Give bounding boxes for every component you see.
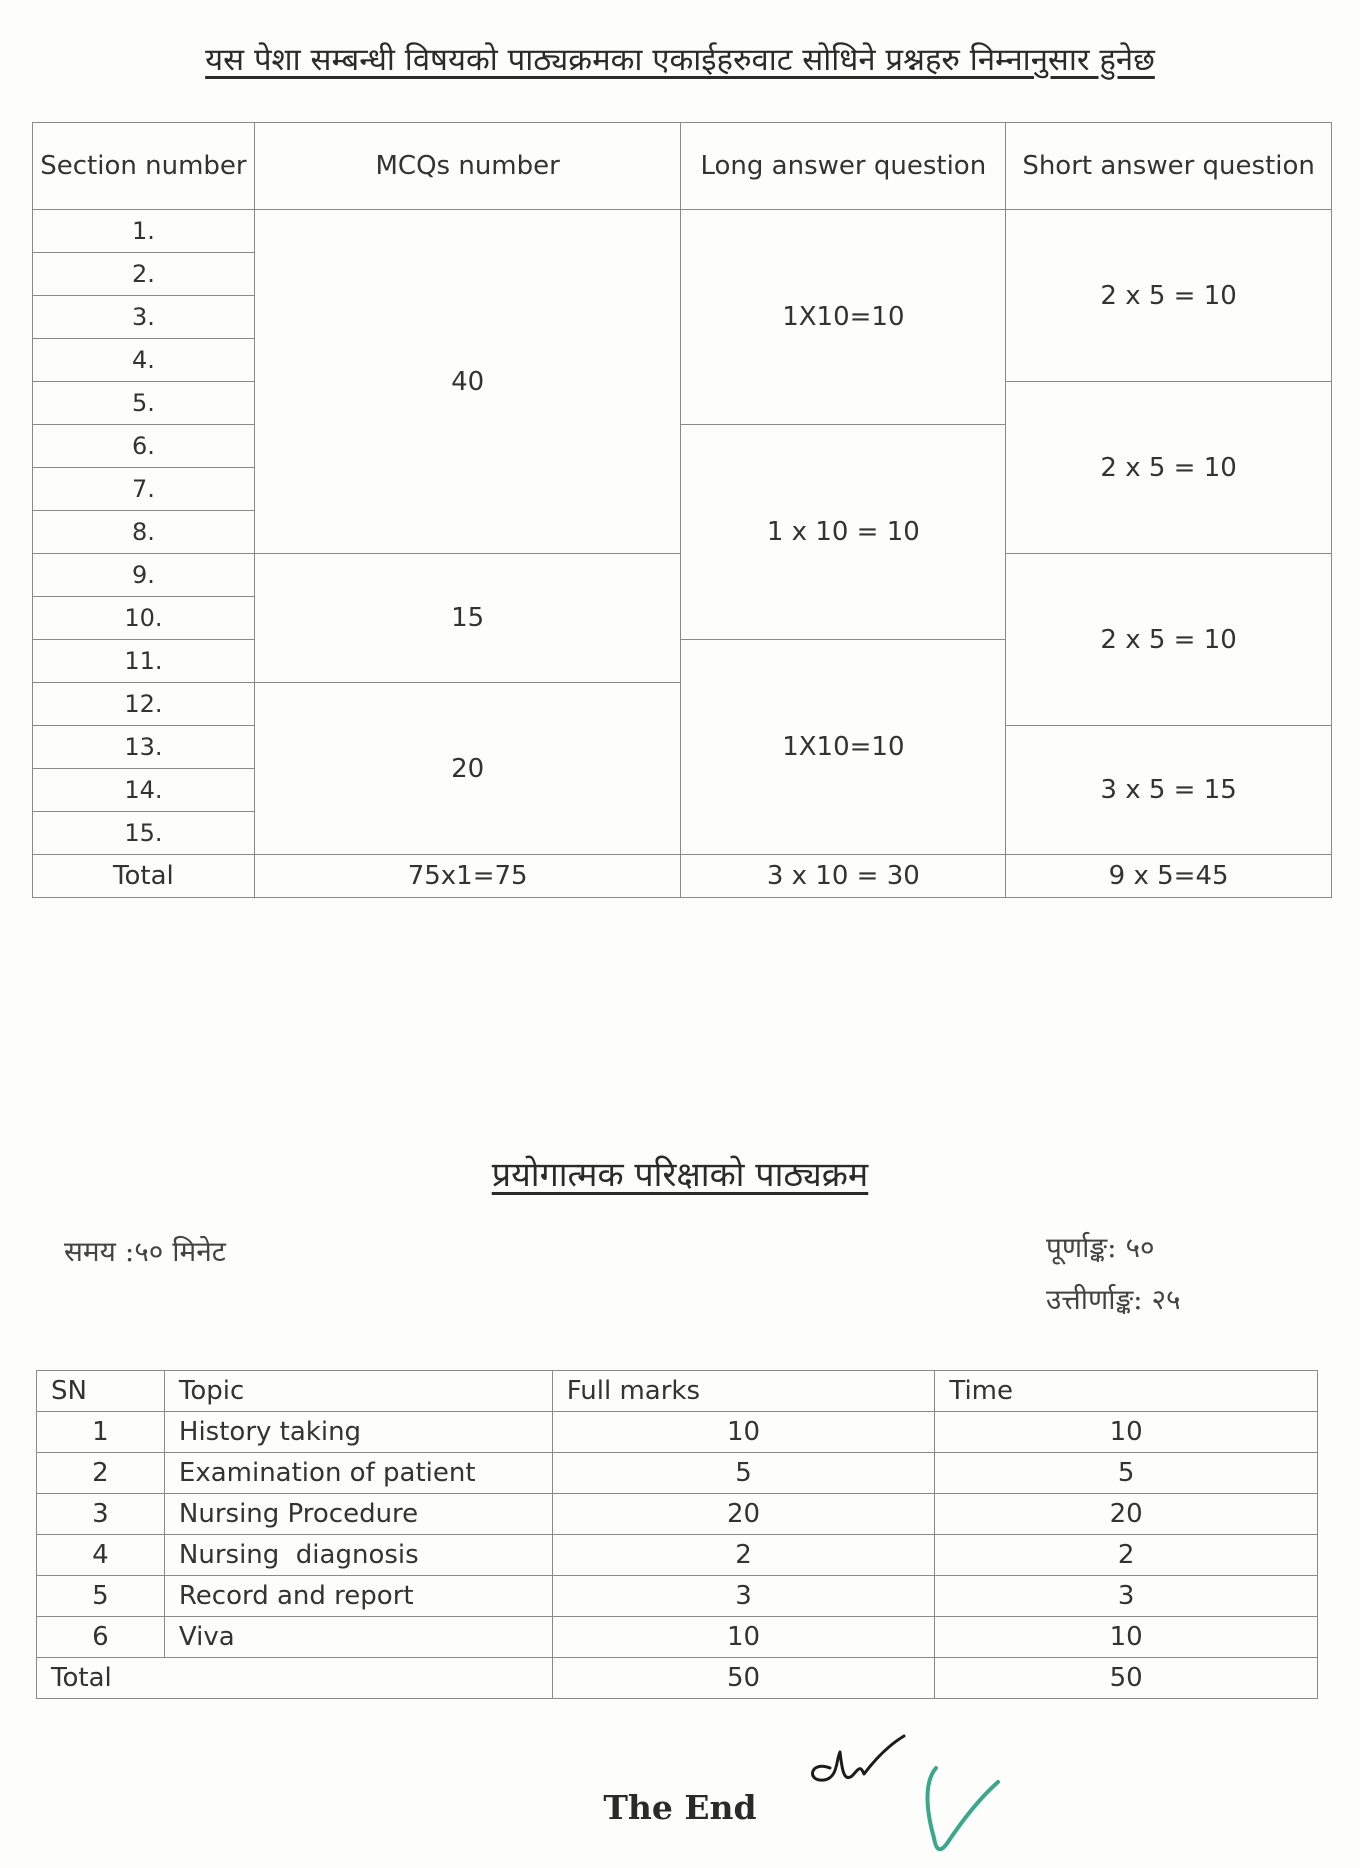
section-number-cell: 5. [33,382,255,425]
section-number-cell: 11. [33,640,255,683]
practical-heading: प्रयोगात्मक परिक्षाको पाठ्यक्रम [491,1155,869,1195]
time-cell: 5 [935,1453,1318,1494]
topic-cell: Viva [164,1617,552,1658]
header-sn: SN [37,1371,165,1412]
section-number-cell: 9. [33,554,255,597]
section-number-cell: 1. [33,210,255,253]
header-long-answer: Long answer question [681,123,1006,210]
sn-cell: 3 [37,1494,165,1535]
marks-cell: 2 [552,1535,935,1576]
time-cell: 10 [935,1412,1318,1453]
question-distribution-table [32,122,1332,898]
sn-cell: 6 [37,1617,165,1658]
table-total-row [33,855,1332,898]
section-number-cell: 13. [33,726,255,769]
header-time: Time [935,1371,1318,1412]
topic-cell: Examination of patient [164,1453,552,1494]
time-label: समय :५० मिनेट [64,1235,226,1268]
total-label: Total [37,1658,553,1699]
sn-cell: 2 [37,1453,165,1494]
table-header-row [37,1371,1318,1412]
time-cell: 3 [935,1576,1318,1617]
total-time: 50 [935,1658,1318,1699]
mcq-cell: 15 [254,554,681,683]
table-row [33,210,1332,253]
total-label: Total [33,855,255,898]
section-number-cell: 10. [33,597,255,640]
total-mcq: 75x1=75 [254,855,681,898]
sn-cell: 4 [37,1535,165,1576]
section-number-cell: 8. [33,511,255,554]
time-cell: 10 [935,1617,1318,1658]
table-row [37,1412,1318,1453]
mcq-cell: 40 [254,210,681,554]
long-answer-cell: 1X10=10 [681,640,1006,855]
section-number-cell: 6. [33,425,255,468]
topic-cell: Nursing Procedure [164,1494,552,1535]
header-full-marks: Full marks [552,1371,935,1412]
header-short-answer: Short answer question [1006,123,1332,210]
short-answer-cell: 2 x 5 = 10 [1006,382,1332,554]
table-header-row [33,123,1332,210]
marks-cell: 10 [552,1617,935,1658]
section-number-cell: 4. [33,339,255,382]
table-row [37,1535,1318,1576]
section-number-cell: 12. [33,683,255,726]
short-answer-cell: 3 x 5 = 15 [1006,726,1332,855]
marks-cell: 20 [552,1494,935,1535]
sn-cell: 1 [37,1412,165,1453]
total-short: 9 x 5=45 [1006,855,1332,898]
marks-cell: 10 [552,1412,935,1453]
section-number-cell: 7. [33,468,255,511]
full-marks-label: पूर्णाङ्क: ५० [1046,1231,1155,1264]
signature-black [800,1730,910,1790]
practical-exam-table [36,1370,1318,1699]
marks-cell: 3 [552,1576,935,1617]
mcq-cell: 20 [254,683,681,855]
table-row [37,1617,1318,1658]
total-marks: 50 [552,1658,935,1699]
table-row [37,1453,1318,1494]
table-row [37,1576,1318,1617]
long-answer-cell: 1 x 10 = 10 [681,425,1006,640]
long-answer-cell: 1X10=10 [681,210,1006,425]
table-total-row [37,1658,1318,1699]
topic-cell: Nursing diagnosis [164,1535,552,1576]
short-answer-cell: 2 x 5 = 10 [1006,554,1332,726]
total-long: 3 x 10 = 30 [681,855,1006,898]
section-number-cell: 3. [33,296,255,339]
pass-marks-label: उत्तीर्णाङ्क: २५ [1046,1283,1181,1316]
the-end-text: The End [603,1788,757,1827]
marks-cell: 5 [552,1453,935,1494]
topic-cell: History taking [164,1412,552,1453]
section-number-cell: 14. [33,769,255,812]
time-cell: 2 [935,1535,1318,1576]
topic-cell: Record and report [164,1576,552,1617]
header-topic: Topic [164,1371,552,1412]
time-cell: 20 [935,1494,1318,1535]
sn-cell: 5 [37,1576,165,1617]
header-mcqs-number: MCQs number [254,123,681,210]
section-number-cell: 15. [33,812,255,855]
header-section-number: Section number [33,123,255,210]
table-row [37,1494,1318,1535]
section-number-cell: 2. [33,253,255,296]
short-answer-cell: 2 x 5 = 10 [1006,210,1332,382]
page-heading: यस पेशा सम्बन्धी विषयको पाठ्यक्रमका एकाईहरुवाट सोधिने प्रश्नहरु निम्नानुसार हुनेछ [205,42,1155,78]
